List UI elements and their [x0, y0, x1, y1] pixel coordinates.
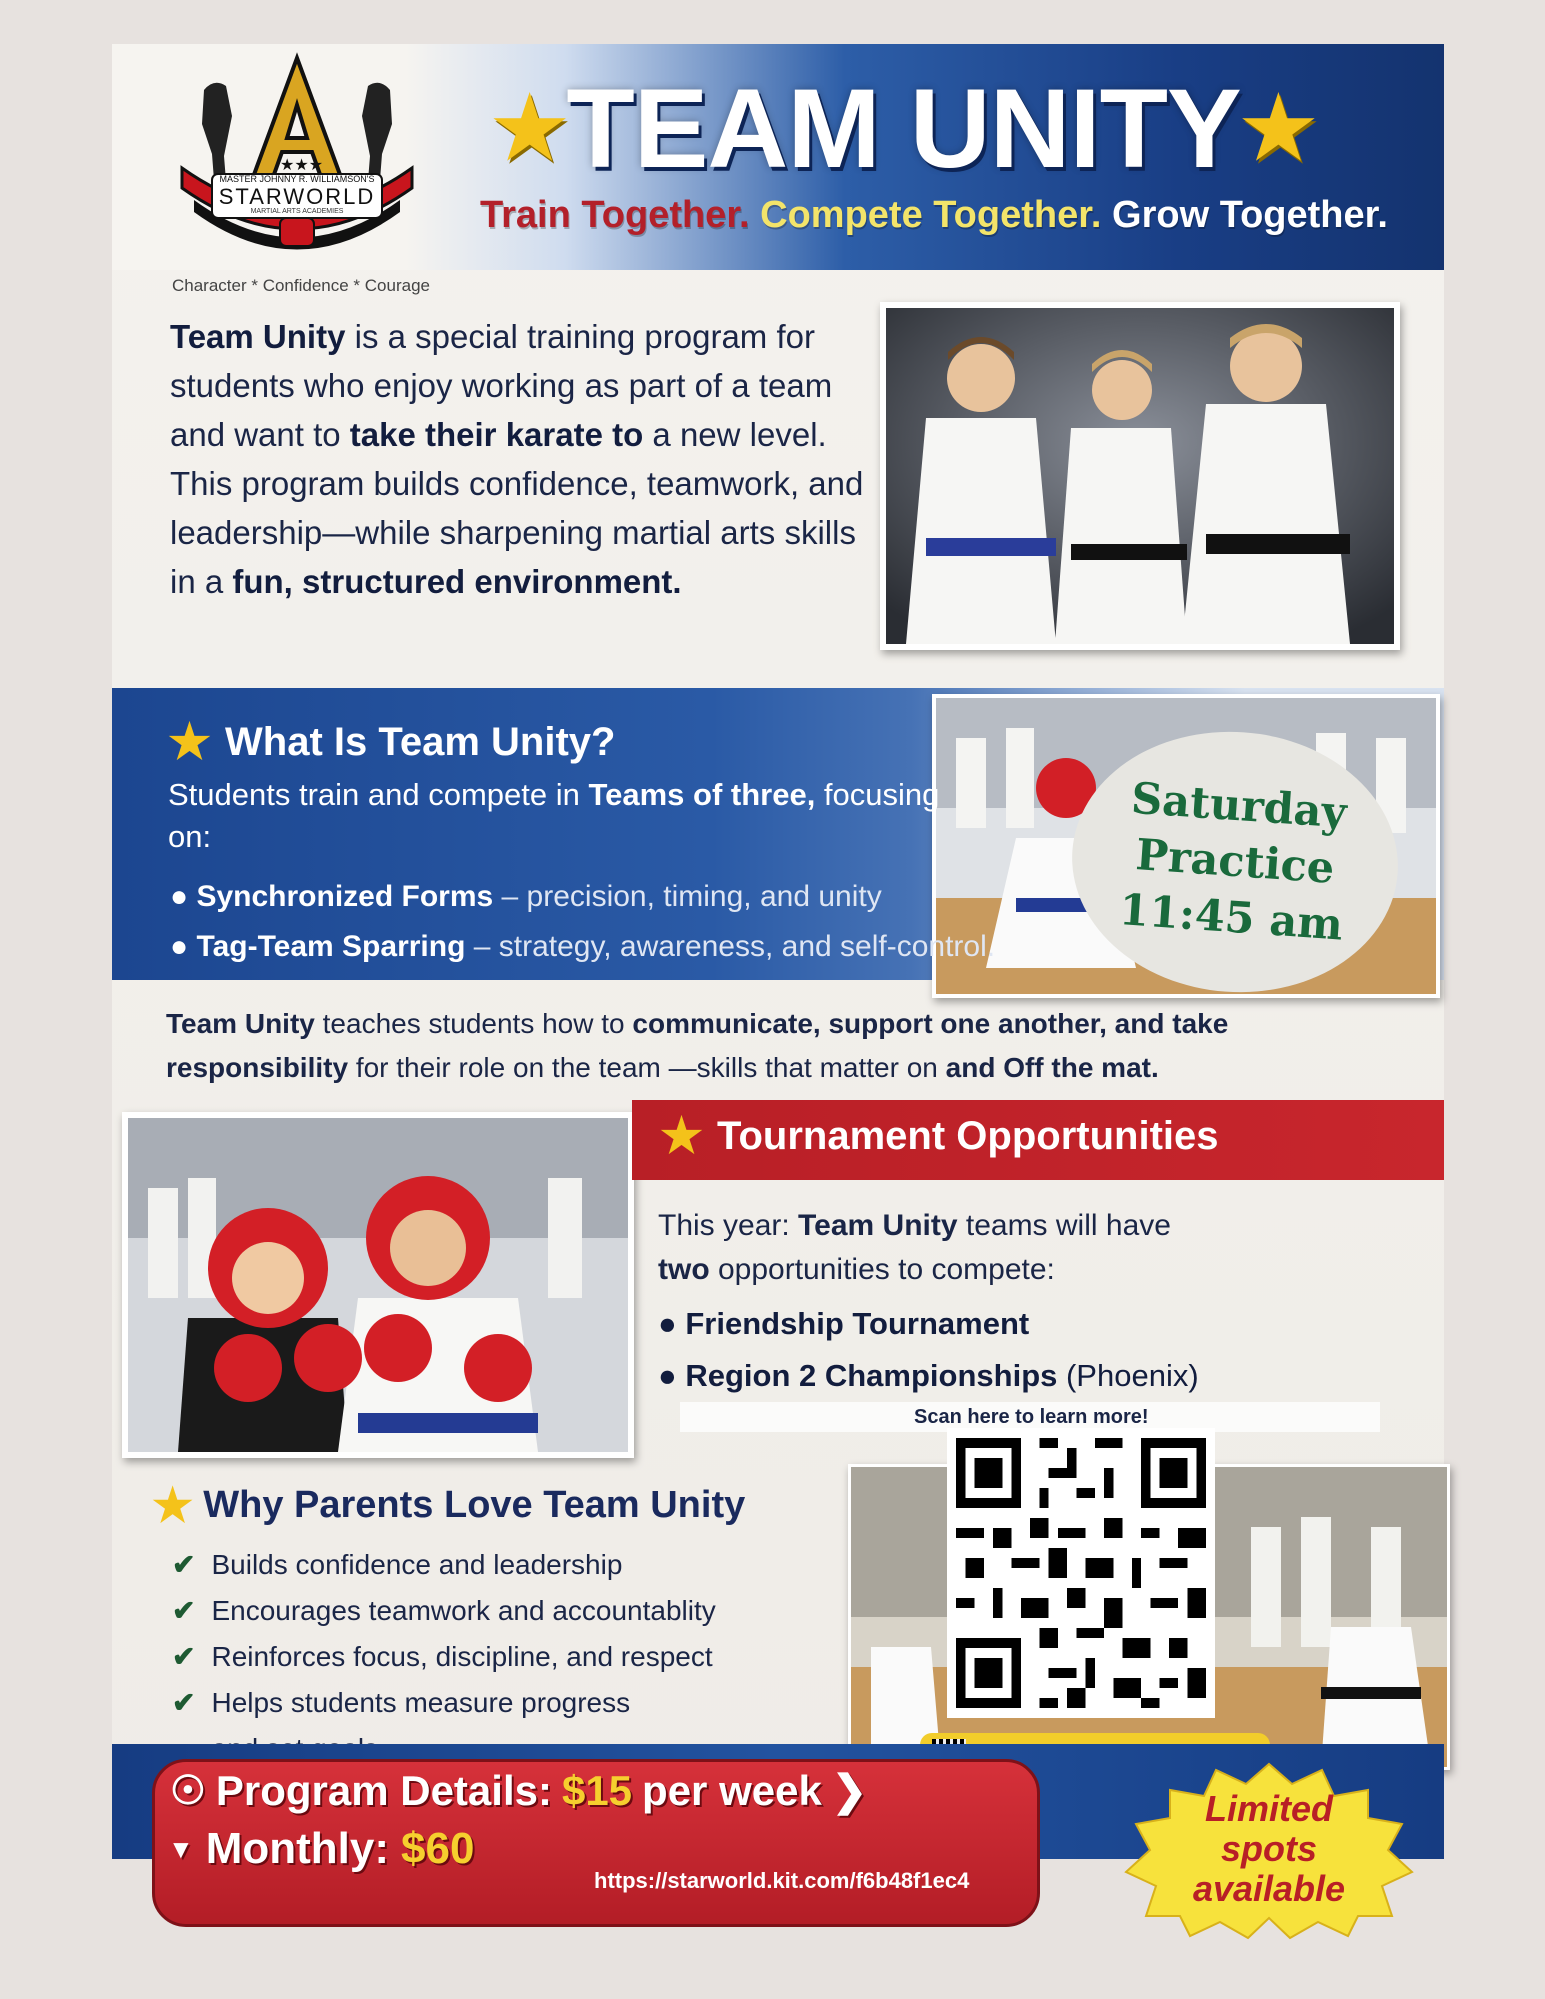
- tournament-text: [658, 1204, 1171, 1292]
- tournament-title-text: Tournament Opportunities: [717, 1113, 1219, 1158]
- tournament-list: [658, 1298, 1199, 1402]
- comm-bold-1: Team Unity: [166, 1008, 315, 1039]
- item-bold: Tag-Team Sparring: [196, 930, 466, 963]
- why-item: Encourages teamwork and accountablity: [211, 1595, 716, 1626]
- tournament-title: [660, 1108, 1219, 1164]
- logo-name: STARWORLD: [218, 184, 376, 209]
- list-item: ● Region 2 Championships (Phoenix): [658, 1358, 1199, 1393]
- why-list: [172, 1542, 716, 1772]
- caret-down-icon: ▼: [168, 1833, 194, 1864]
- logo-tagline: Character * Confidence * Courage: [172, 276, 430, 295]
- tour-t2: Team Unity: [798, 1209, 958, 1242]
- limited-line: Limited: [1204, 1788, 1333, 1829]
- why-title-text: Why Parents Love Team Unity: [203, 1483, 746, 1526]
- why-item: Helps students measure progress: [211, 1687, 631, 1718]
- tour-t4: two: [658, 1253, 710, 1286]
- list-item: [172, 1680, 716, 1726]
- list-item: [172, 1634, 716, 1680]
- item-desc: – precision, timing, and unity: [493, 880, 882, 913]
- tour-t3: teams will have: [957, 1209, 1171, 1242]
- price-tag-icon: ☉: [170, 1768, 206, 1813]
- list-item: ● Friendship Tournament: [658, 1306, 1030, 1341]
- why-title: [152, 1478, 745, 1532]
- list-item: ● Synchronized Forms – precision, timing, and unity: [170, 880, 882, 913]
- list-item: ● Tag-Team Sparring – strategy, awareness, and self-control.: [170, 930, 996, 963]
- logo-owner: MASTER JOHNNY R. WILLIAMSON'S: [219, 174, 375, 184]
- starworld-logo: [172, 50, 422, 265]
- qr-code[interactable]: [947, 1428, 1215, 1718]
- slogan: [480, 194, 1388, 237]
- program-per: per week: [642, 1766, 822, 1814]
- item-bold: Synchronized Forms: [196, 880, 494, 913]
- list-item: [172, 1542, 716, 1588]
- program-url[interactable]: https://starworld.kit.com/f6b48f1ec4: [594, 1868, 970, 1893]
- program-label: Program Details:: [215, 1766, 552, 1814]
- badge-line: Practice: [1134, 830, 1336, 894]
- tour-item-note: (Phoenix): [1057, 1358, 1199, 1393]
- list-item: [172, 1588, 716, 1634]
- intro-bold-3: take their karate to: [349, 416, 644, 453]
- tour-t5: opportunities to compete:: [709, 1253, 1055, 1286]
- what-title: [168, 714, 615, 770]
- communicate-paragraph: [166, 1002, 1406, 1090]
- comm-text-4: for their role on the team —skills that matter on: [348, 1052, 946, 1083]
- intro-text-4: a new level. This program builds confidence, teamwork, and leadership—while sharpening martial arts skills in a: [170, 416, 864, 600]
- why-item: Reinforces focus, discipline, and respect: [211, 1641, 713, 1672]
- slogan-grow: Grow Together.: [1112, 194, 1388, 236]
- why-item: Builds confidence and leadership: [211, 1549, 623, 1580]
- monthly-line: [168, 1824, 474, 1874]
- page-title: [492, 65, 1316, 191]
- logo-subtitle: MARTIAL ARTS ACADEMIES: [250, 208, 344, 215]
- intro-paragraph: [170, 312, 890, 606]
- photo-kids-punching: [880, 302, 1400, 650]
- badge-line: 11:45 am: [1117, 885, 1345, 951]
- limited-line: spots: [1220, 1828, 1317, 1869]
- star-icon: ★: [152, 1479, 194, 1531]
- monthly-price: $60: [401, 1824, 475, 1873]
- intro-bold-5: fun, structured environment.: [232, 563, 682, 600]
- what-text-bold: Teams of three,: [588, 777, 816, 812]
- tour-t1: This year:: [658, 1209, 799, 1242]
- tour-item: Region 2 Championships: [685, 1358, 1058, 1393]
- star-icon: ★: [1240, 81, 1316, 175]
- limited-line: available: [1192, 1868, 1346, 1909]
- scan-label: Scan here to learn more!: [914, 1406, 1149, 1428]
- star-icon: ★: [492, 81, 567, 175]
- flyer: [112, 44, 1444, 1909]
- slogan-compete: Compete Together.: [760, 194, 1102, 236]
- limited-spots-badge: [1122, 1760, 1416, 1938]
- what-text: [168, 774, 948, 858]
- check-icon: ✔: [172, 1687, 196, 1718]
- chevron-right-icon: ❯: [831, 1767, 868, 1814]
- star-icon: ★: [168, 716, 212, 769]
- program-line: [170, 1766, 867, 1815]
- star-icon: ★: [660, 1110, 704, 1163]
- intro-bold-1: Team Unity: [170, 318, 346, 355]
- what-text-3: focusing on:: [168, 777, 940, 854]
- check-icon: ✔: [172, 1641, 196, 1672]
- comm-bold-3: communicate, support one another, and take responsibility: [166, 1008, 1229, 1083]
- photo-kids-headgear: [122, 1112, 634, 1458]
- comm-text-2: teaches students how to: [314, 1008, 633, 1039]
- tour-item: Friendship Tournament: [685, 1306, 1030, 1341]
- svg-text:★★★: ★★★: [280, 155, 324, 174]
- what-text-1: Students train and compete in: [168, 777, 589, 812]
- program-price: $15: [561, 1766, 633, 1814]
- check-icon: ✔: [172, 1595, 196, 1626]
- title-text: TEAM UNITY: [566, 65, 1241, 191]
- what-title-text: What Is Team Unity?: [225, 719, 616, 764]
- comm-bold-5: and Off the mat.: [945, 1052, 1159, 1083]
- check-icon: ✔: [172, 1549, 196, 1580]
- limited-text: [1193, 1789, 1345, 1909]
- slogan-train: Train Together.: [480, 194, 750, 236]
- badge-line: Saturday: [1129, 773, 1349, 839]
- item-desc: – strategy, awareness, and self-control.: [465, 930, 996, 963]
- intro-text-2: is a special training program for students who enjoy working as part of a team and want to: [170, 318, 833, 453]
- what-list: [170, 872, 995, 972]
- monthly-label: Monthly:: [205, 1824, 390, 1873]
